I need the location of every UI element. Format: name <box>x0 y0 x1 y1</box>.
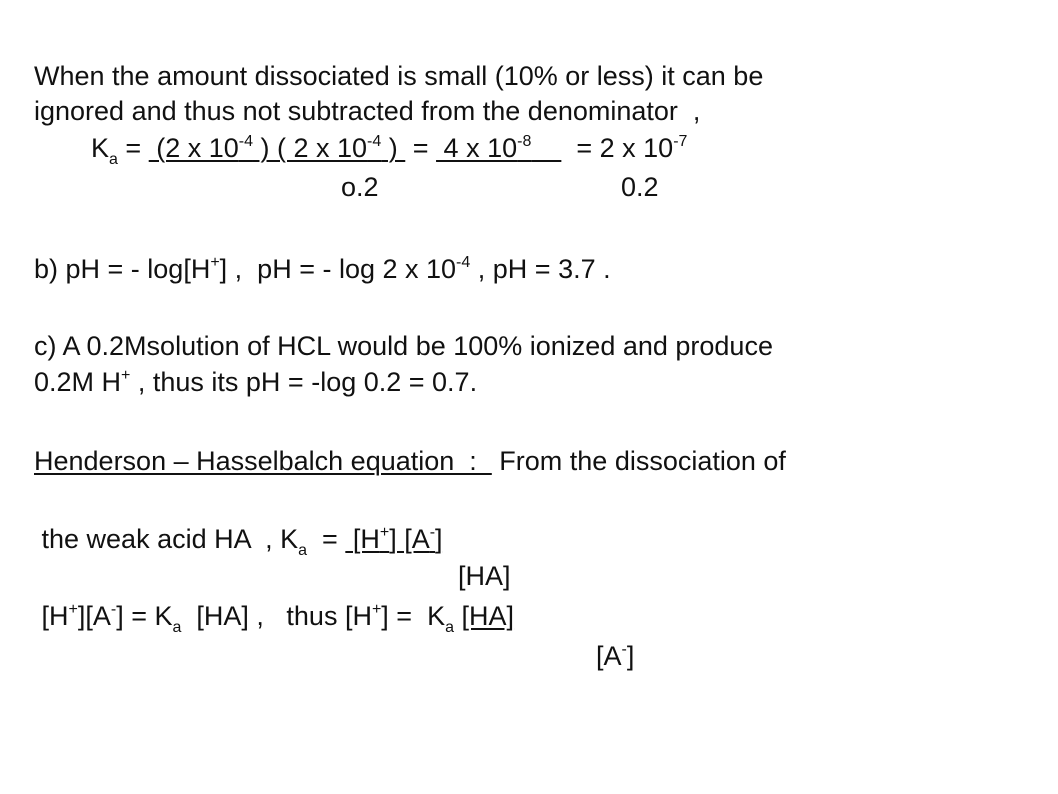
final-denom-2: ] <box>626 641 635 671</box>
denominator-2 <box>621 171 659 203</box>
ka-symbol: K <box>91 133 110 163</box>
weak-acid-numerator <box>345 524 442 554</box>
ka-num2-part1: 4 x 10 <box>436 133 518 163</box>
weak-acid-num-1: [H <box>345 524 380 554</box>
weak-acid-sub-a: a <box>298 542 308 559</box>
final-denom-sup: - <box>621 641 627 658</box>
part-c-text-2a: 0.2M H <box>34 367 122 397</box>
part-b-text-3: , pH = 3.7 . <box>470 254 611 284</box>
part-b-text-2: ] , pH = - log 2 x 10 <box>219 254 457 284</box>
part-c-text-1: c) A 0.2Msolution of HCL would be 100% ionized and produce <box>34 331 773 361</box>
ka-num1-part3: ) <box>381 133 406 163</box>
part-b-sup-plus: + <box>210 254 220 271</box>
hh-heading-line <box>34 445 786 477</box>
weak-acid-denom-text: [HA] <box>458 561 511 591</box>
denominator-1 <box>341 171 379 203</box>
part-b-text-1: b) pH = - log[H <box>34 254 211 284</box>
ka-numerator-1 <box>149 133 406 163</box>
weak-acid-sup-minus: - <box>429 524 436 541</box>
final-sup-minus-1: - <box>110 601 117 618</box>
weak-acid-sup-plus: + <box>379 524 390 541</box>
final-text-6 <box>454 601 462 631</box>
final-text-5: ] = K <box>381 601 446 631</box>
ka-equals-1: = <box>117 133 149 163</box>
weak-acid-equals: = <box>307 524 346 554</box>
final-text-2: ][A <box>77 601 111 631</box>
ka-equation <box>91 132 688 168</box>
part-c-line-2 <box>34 366 477 398</box>
part-b-line <box>34 253 611 285</box>
ka-subscript: a <box>109 151 118 168</box>
part-b-sup-exp: -4 <box>456 254 471 271</box>
ka-num1-exp-a: -4 <box>238 133 253 150</box>
weak-acid-line <box>34 523 443 559</box>
ka-num2-exp: -8 <box>517 133 532 150</box>
ka-num1-exp-b: -4 <box>367 133 382 150</box>
final-text-4: [HA] , thus [H <box>181 601 372 631</box>
ka-equals-2: = <box>405 133 437 163</box>
hh-after-text: From the dissociation of <box>491 446 786 476</box>
final-equation-line <box>34 600 515 636</box>
text-line-1 <box>34 60 763 92</box>
final-denominator <box>596 640 634 672</box>
final-text-3: ] = K <box>116 601 173 631</box>
ka-num1-part2: ) ( 2 x 10 <box>252 133 368 163</box>
ka-num2-pad <box>531 133 561 163</box>
final-sup-plus-1: + <box>68 601 78 618</box>
weak-acid-num-2: ] [A <box>389 524 430 554</box>
final-sub-a-2: a <box>445 619 454 636</box>
ka-result-exp: -7 <box>673 133 688 150</box>
final-denom-1: [A <box>596 641 622 671</box>
final-sup-plus-2: + <box>371 601 382 618</box>
part-c-line-1 <box>34 330 773 362</box>
ka-result: = 2 x 10 <box>561 133 674 163</box>
text-line-2 <box>34 95 700 127</box>
hh-heading: Henderson – Hasselbalch equation : <box>34 446 492 476</box>
part-c-text-2b: , thus its pH = -log 0.2 = 0.7. <box>130 367 478 397</box>
final-numerator: [HA] <box>461 601 515 631</box>
weak-acid-num-3: ] <box>435 524 443 554</box>
denominator-2-text: 0.2 <box>621 172 659 202</box>
weak-acid-denominator <box>458 560 511 592</box>
part-c-sup-plus: + <box>121 367 131 384</box>
line1-text: When the amount dissociated is small (10% or less) it can be <box>34 61 764 91</box>
ka-numerator-2 <box>436 133 561 163</box>
final-text-1: [H <box>34 601 69 631</box>
line2-text: ignored and thus not subtracted from the denominator , <box>34 96 701 126</box>
weak-acid-text-1: the weak acid HA , K <box>34 524 299 554</box>
ka-num1-part1: (2 x 10 <box>148 133 239 163</box>
denominator-1-text: o.2 <box>341 172 379 202</box>
final-sub-a-1: a <box>172 619 182 636</box>
